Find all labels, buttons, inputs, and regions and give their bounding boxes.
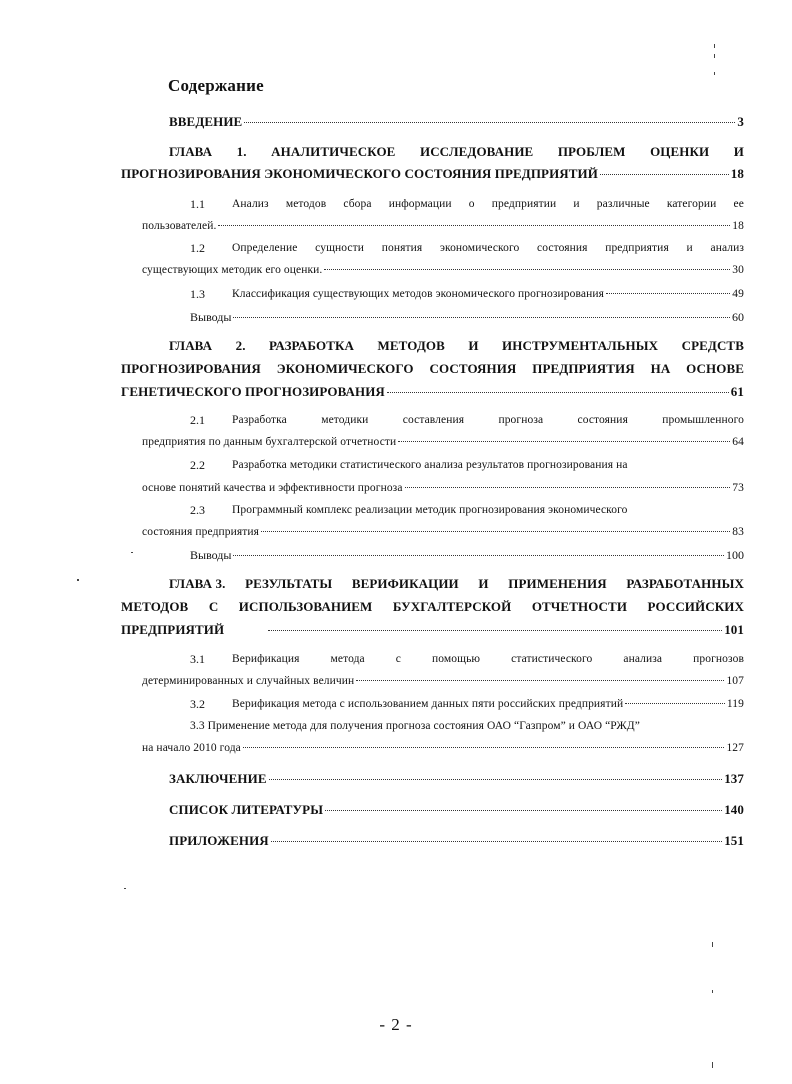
toc-chapter-2-line3[interactable] bbox=[121, 384, 744, 400]
word: Разработка bbox=[232, 414, 287, 426]
word: помощью bbox=[432, 653, 481, 665]
toc-section-2-1-line1[interactable] bbox=[232, 414, 744, 426]
word: сбора bbox=[343, 198, 372, 210]
word: 1. bbox=[236, 144, 247, 159]
word: прогнозов bbox=[693, 653, 744, 665]
entry-label: предприятия по данным бухгалтерской отчетности bbox=[142, 436, 397, 448]
toc-section-2-2-line2[interactable] bbox=[142, 482, 744, 494]
word: состояния bbox=[577, 414, 628, 426]
toc-section-1-1-line2[interactable] bbox=[142, 220, 744, 232]
word: И bbox=[478, 576, 489, 591]
word: информации bbox=[388, 198, 452, 210]
word: ОЦЕНКИ bbox=[650, 144, 710, 159]
word: ГЛАВА bbox=[169, 338, 213, 353]
dot-leader bbox=[243, 747, 725, 748]
word: ее bbox=[733, 198, 744, 210]
entry-label: Классификация существующих методов экономического прогнозирования bbox=[232, 288, 604, 300]
entry-label: пользователей. bbox=[142, 220, 217, 232]
word: статистического bbox=[511, 653, 593, 665]
toc-section-3-1-line2[interactable] bbox=[142, 675, 744, 687]
dot-leader bbox=[398, 441, 730, 442]
entry-page: 107 bbox=[726, 675, 744, 687]
entry-label: детерминированных и случайных величин bbox=[142, 675, 355, 687]
word: ВЕРИФИКАЦИИ bbox=[351, 576, 459, 591]
word: СОСТОЯНИЯ bbox=[429, 361, 517, 376]
scan-speck bbox=[712, 1062, 713, 1068]
toc-chapter-2-conclusions[interactable] bbox=[190, 548, 744, 563]
word: различные bbox=[596, 198, 650, 210]
word: РАЗРАБОТКА bbox=[269, 338, 355, 353]
word: и bbox=[573, 198, 580, 210]
dot-leader bbox=[324, 269, 730, 270]
entry-label: на начало 2010 года bbox=[142, 742, 241, 754]
toc-section-1-1-line1[interactable] bbox=[232, 198, 744, 210]
toc-section-2-3-line2[interactable] bbox=[142, 526, 744, 538]
scan-speck bbox=[714, 54, 715, 58]
word: ПРОБЛЕМ bbox=[557, 144, 626, 159]
toc-section-1-2-line2[interactable] bbox=[142, 264, 744, 276]
dot-leader bbox=[600, 174, 729, 175]
toc-entry-conclusion[interactable] bbox=[169, 771, 744, 787]
word: РОССИЙСКИХ bbox=[647, 599, 744, 614]
word: Анализ bbox=[232, 198, 269, 210]
toc-section-1-3[interactable] bbox=[232, 288, 744, 300]
dot-leader bbox=[625, 703, 725, 704]
entry-page: 151 bbox=[724, 833, 744, 848]
word: категории bbox=[666, 198, 717, 210]
toc-chapter-3-line3[interactable] bbox=[121, 622, 744, 638]
toc-entry-introduction[interactable] bbox=[169, 114, 744, 130]
word: ОТЧЕТНОСТИ bbox=[531, 599, 628, 614]
toc-section-2-2-line1[interactable]: Разработка методики статистического анализа результатов прогнозирования на bbox=[232, 459, 628, 471]
word: промышленного bbox=[662, 414, 744, 426]
dot-leader bbox=[269, 779, 723, 780]
dot-leader bbox=[387, 392, 729, 393]
scan-speck bbox=[714, 72, 715, 75]
word: методики bbox=[321, 414, 369, 426]
entry-label: ПРЕДПРИЯТИЙ bbox=[121, 622, 225, 637]
entry-label: ПРОГНОЗИРОВАНИЯ ЭКОНОМИЧЕСКОГО СОСТОЯНИЯ ПРЕДПРИЯТИЙ bbox=[121, 166, 598, 181]
word: ГЛАВА 3. bbox=[169, 576, 226, 591]
toc-section-2-3-line1[interactable]: Программный комплекс реализации методик прогнозирования экономического bbox=[232, 504, 628, 516]
word: ГЛАВА bbox=[169, 144, 213, 159]
word: БУХГАЛТЕРСКОЙ bbox=[392, 599, 512, 614]
entry-label: существующих методик его оценки. bbox=[142, 264, 323, 276]
toc-chapter-2-line2[interactable] bbox=[121, 361, 744, 377]
word: анализа bbox=[623, 653, 663, 665]
toc-chapter-1-line2[interactable] bbox=[121, 166, 744, 182]
word: ОСНОВЕ bbox=[686, 361, 744, 376]
word: И bbox=[468, 338, 479, 353]
entry-label: Выводы bbox=[190, 310, 232, 324]
entry-label: ГЕНЕТИЧЕСКОГО ПРОГНОЗИРОВАНИЯ bbox=[121, 384, 385, 399]
entry-page: 3 bbox=[737, 114, 744, 129]
entry-label: ЗАКЛЮЧЕНИЕ bbox=[169, 771, 267, 786]
word: СРЕДСТВ bbox=[681, 338, 744, 353]
scan-speck bbox=[124, 888, 126, 889]
scan-speck bbox=[131, 552, 133, 553]
word: АНАЛИТИЧЕСКОЕ bbox=[271, 144, 396, 159]
toc-entry-references[interactable] bbox=[169, 802, 744, 818]
word: ИНСТРУМЕНТАЛЬНЫХ bbox=[502, 338, 659, 353]
word: методов bbox=[285, 198, 327, 210]
dot-leader bbox=[356, 680, 724, 681]
entry-label: Выводы bbox=[190, 548, 232, 562]
scan-speck bbox=[712, 942, 713, 947]
word: ПРИМЕНЕНИЯ bbox=[508, 576, 607, 591]
entry-label: основе понятий качества и эффективности прогноза bbox=[142, 482, 403, 494]
entry-page: 60 bbox=[732, 310, 744, 324]
word: ЭКОНОМИЧЕСКОГО bbox=[276, 361, 414, 376]
entry-page: 137 bbox=[724, 771, 744, 786]
dot-leader bbox=[261, 531, 730, 532]
section-number: 1.1 bbox=[190, 197, 205, 211]
toc-section-3-2[interactable] bbox=[232, 698, 744, 710]
toc-section-1-2-line1[interactable]: Определение сущности понятия экономического состояния предприятия и анализ bbox=[232, 242, 744, 254]
entry-label: СПИСОК ЛИТЕРАТУРЫ bbox=[169, 802, 324, 817]
word: МЕТОДОВ bbox=[377, 338, 445, 353]
entry-page: 18 bbox=[730, 166, 744, 181]
word: составления bbox=[402, 414, 465, 426]
dot-leader bbox=[233, 317, 730, 318]
entry-page: 83 bbox=[732, 526, 744, 538]
word: ПРЕДПРИЯТИЯ bbox=[532, 361, 635, 376]
entry-page: 119 bbox=[726, 698, 744, 710]
entry-label: ПРИЛОЖЕНИЯ bbox=[169, 833, 269, 848]
entry-page: 61 bbox=[730, 384, 744, 399]
word: метода bbox=[330, 653, 365, 665]
toc-chapter-3-line2[interactable] bbox=[121, 599, 744, 615]
toc-chapter-3-line1[interactable] bbox=[169, 576, 744, 592]
entry-label: Верификация метода с использованием данных пяти российских предприятий bbox=[232, 698, 624, 710]
page-title: Содержание bbox=[168, 76, 264, 95]
entry-page: 64 bbox=[732, 436, 744, 448]
toc-section-3-3-line1[interactable]: 3.3 Применение метода для получения прогноза состояния ОАО “Газпром” и ОАО “РЖД” bbox=[190, 720, 640, 732]
entry-page: 49 bbox=[732, 288, 744, 300]
toc-chapter-1-conclusions[interactable] bbox=[190, 310, 744, 325]
dot-leader bbox=[218, 225, 730, 226]
toc-chapter-1-line1[interactable] bbox=[169, 144, 744, 160]
section-number: 1.2 bbox=[190, 241, 205, 255]
dot-leader bbox=[271, 841, 722, 842]
section-number: 2.1 bbox=[190, 413, 205, 427]
scan-speck bbox=[77, 579, 79, 581]
word: предприятии bbox=[491, 198, 557, 210]
toc-section-2-1-line2[interactable] bbox=[142, 436, 744, 448]
section-number: 2.3 bbox=[190, 503, 205, 517]
scan-speck bbox=[714, 44, 715, 48]
entry-page: 101 bbox=[724, 622, 744, 637]
section-number: 3.2 bbox=[190, 697, 205, 711]
word: ИСПОЛЬЗОВАНИЕМ bbox=[238, 599, 373, 614]
word: ПРОГНОЗИРОВАНИЯ bbox=[121, 361, 261, 376]
entry-page: 100 bbox=[726, 548, 744, 562]
word: о bbox=[468, 198, 475, 210]
dot-leader bbox=[606, 293, 730, 294]
toc-section-3-3-line2[interactable] bbox=[142, 742, 744, 754]
word: РЕЗУЛЬТАТЫ bbox=[245, 576, 333, 591]
toc-entry-appendix[interactable] bbox=[169, 833, 744, 849]
dot-leader bbox=[268, 630, 722, 631]
word: ИССЛЕДОВАНИЕ bbox=[419, 144, 534, 159]
word: с bbox=[395, 653, 401, 665]
toc-section-3-1-line1[interactable] bbox=[232, 653, 744, 665]
entry-page: 73 bbox=[732, 482, 744, 494]
dot-leader bbox=[325, 810, 722, 811]
scan-speck bbox=[712, 990, 713, 993]
word: И bbox=[733, 144, 744, 159]
entry-page: 30 bbox=[732, 264, 744, 276]
dot-leader bbox=[233, 555, 724, 556]
word: Верификация bbox=[232, 653, 300, 665]
word: С bbox=[208, 599, 219, 614]
entry-page: 140 bbox=[724, 802, 744, 817]
section-number: 1.3 bbox=[190, 287, 205, 301]
entry-page: 127 bbox=[726, 742, 744, 754]
word: НА bbox=[650, 361, 671, 376]
dot-leader bbox=[244, 122, 735, 123]
page-number: - 2 - bbox=[379, 1015, 413, 1034]
word: 2. bbox=[235, 338, 246, 353]
entry-label: ВВЕДЕНИЕ bbox=[169, 114, 243, 129]
word: РАЗРАБОТАННЫХ bbox=[626, 576, 744, 591]
word: прогноза bbox=[498, 414, 544, 426]
dot-leader bbox=[405, 487, 731, 488]
entry-page: 18 bbox=[732, 220, 744, 232]
section-number: 2.2 bbox=[190, 458, 205, 472]
word: МЕТОДОВ bbox=[121, 599, 189, 614]
entry-label: состояния предприятия bbox=[142, 526, 260, 538]
toc-chapter-2-line1[interactable] bbox=[169, 338, 744, 354]
section-number: 3.1 bbox=[190, 652, 205, 666]
